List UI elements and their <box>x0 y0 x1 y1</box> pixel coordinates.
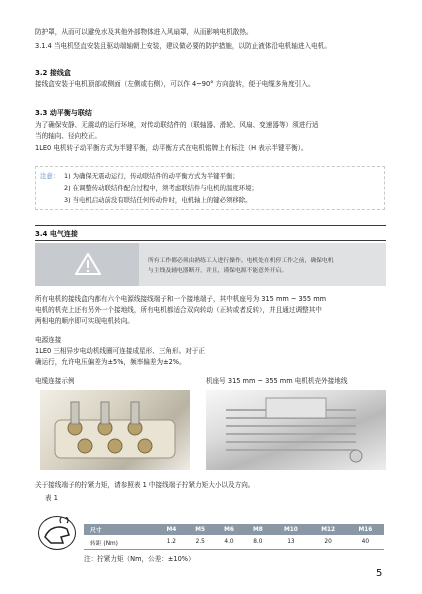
section-divider-bottom <box>35 240 386 241</box>
electrical-para-line-3: 两相电的顺序即可实现电机转向。 <box>35 317 134 325</box>
torque-value: 1.2 <box>157 535 186 550</box>
torque-value: 8.0 <box>243 535 272 550</box>
section-3-3-line-2: 当的轴向、径向校正。 <box>35 132 101 140</box>
power-line-2: 确运行，允许电压偏差为±5%，频率偏差为±2%。 <box>35 358 186 366</box>
torque-header-m10: M10 <box>272 524 309 535</box>
page-number: 5 <box>376 568 383 579</box>
intro-line-2: 3.1.4 当电机竖直安装且驱动端轴朝上安装，建议做必要的防护措施，以防止液体沿电机轴进入电机。 <box>35 42 331 50</box>
section-3-2-text: 接线盒安装于电机顶部或侧面（左侧或右侧），可以作 4~90° 方向旋转，便于电缆多角度引入。 <box>35 80 315 88</box>
intro-line-1: 防护罩，从而可以避免水及其他外部物体进入风扇罩，从而影响电机散热。 <box>35 28 253 36</box>
torque-header-m16: M16 <box>347 524 384 535</box>
motor-grounding-photo <box>206 390 386 470</box>
power-title: 电源连接 <box>35 336 62 344</box>
caption-grounding: 机座号 315 mm ~ 355 mm 电机机壳外接地线 <box>206 377 348 385</box>
note-item-3: 3) 当电机启动前没有联结任何传动件时，电机轴上的键必须移除。 <box>64 196 252 204</box>
wrench-hand-icon <box>38 516 76 550</box>
torque-value: 4.0 <box>215 535 244 550</box>
section-divider-top <box>35 225 386 226</box>
warning-icon-panel <box>35 243 139 286</box>
torque-header-m8: M8 <box>243 524 272 535</box>
torque-header-m4: M4 <box>157 524 186 535</box>
torque-intro: 关于接线端子的拧紧力矩，请参照表 1 中接线端子拧紧力矩大小以及方向。 <box>35 481 255 489</box>
table-label: 表 1 <box>45 494 58 502</box>
motor-housing-illustration <box>206 390 386 470</box>
terminal-block-photo <box>40 390 190 470</box>
note-item-2: 2) 在调整传动联结件配合过程中，须考虑联结件与电机的温度环境； <box>64 184 258 192</box>
warning-triangle-icon <box>75 253 101 275</box>
torque-row-label: 转距 (Nm) <box>84 535 157 550</box>
torque-value: 2.5 <box>186 535 215 550</box>
caption-cable-example: 电缆连接示例 <box>35 377 75 385</box>
torque-table <box>84 524 384 550</box>
section-3-3-title: 3.3 动平衡与联结 <box>35 109 92 117</box>
electrical-para-line-2: 电机的机壳上还有另外一个接地线，所有电机都适合双向转动（正转或者反转），并且通过调整其中 <box>35 306 322 314</box>
torque-header-m12: M12 <box>310 524 347 535</box>
electrical-para-line-1: 所有电机的接线盒内都有六个电源线接线端子和一个接地端子，其中机座号为 315 mm ~ 355 mm <box>35 295 327 303</box>
warning-text-line-1: 所有工作都必须由熟练工人进行操作。电机处在机停工作之前，确保电机 <box>148 258 334 264</box>
torque-table-row <box>84 535 384 550</box>
torque-footnote: 注：拧紧力矩（Nm，公差：±10%） <box>84 555 195 563</box>
torque-header-m6: M6 <box>215 524 244 535</box>
torque-value: 40 <box>347 535 384 550</box>
torque-table-header-row <box>84 524 384 535</box>
terminal-block-illustration <box>40 390 190 470</box>
warning-text-line-2: 与主线及辅电器断开，并且，谨保电源不能意外开启。 <box>148 268 288 274</box>
note-box <box>35 166 385 210</box>
section-3-3-line-3: 1LE0 电机转子动平衡方式为半键平衡，动平衡方式在电机铭牌上有标注（H 表示半键平衡）。 <box>35 144 308 152</box>
torque-value: 13 <box>272 535 309 550</box>
torque-header-m5: M5 <box>186 524 215 535</box>
power-line-1: 1LE0 三相异步电动机线圈可连接成星形、三角形。对于正 <box>35 347 205 355</box>
torque-header-size: 尺寸 <box>84 524 157 535</box>
warning-box <box>35 243 386 286</box>
section-3-2-title: 3.2 接线盒 <box>35 69 71 77</box>
section-3-3-line-1: 为了确保安静、无震动的运行环境，对传动联结件的（联轴器、滑轮、风扇、变速器等）须进行适 <box>35 121 319 129</box>
note-label: 注意： <box>40 172 60 180</box>
torque-value: 20 <box>310 535 347 550</box>
section-3-4-title: 3.4 电气连接 <box>35 230 78 238</box>
note-item-1: 1) 为确保无震动运行，传动联结件的动平衡方式为半键平衡； <box>64 172 239 180</box>
